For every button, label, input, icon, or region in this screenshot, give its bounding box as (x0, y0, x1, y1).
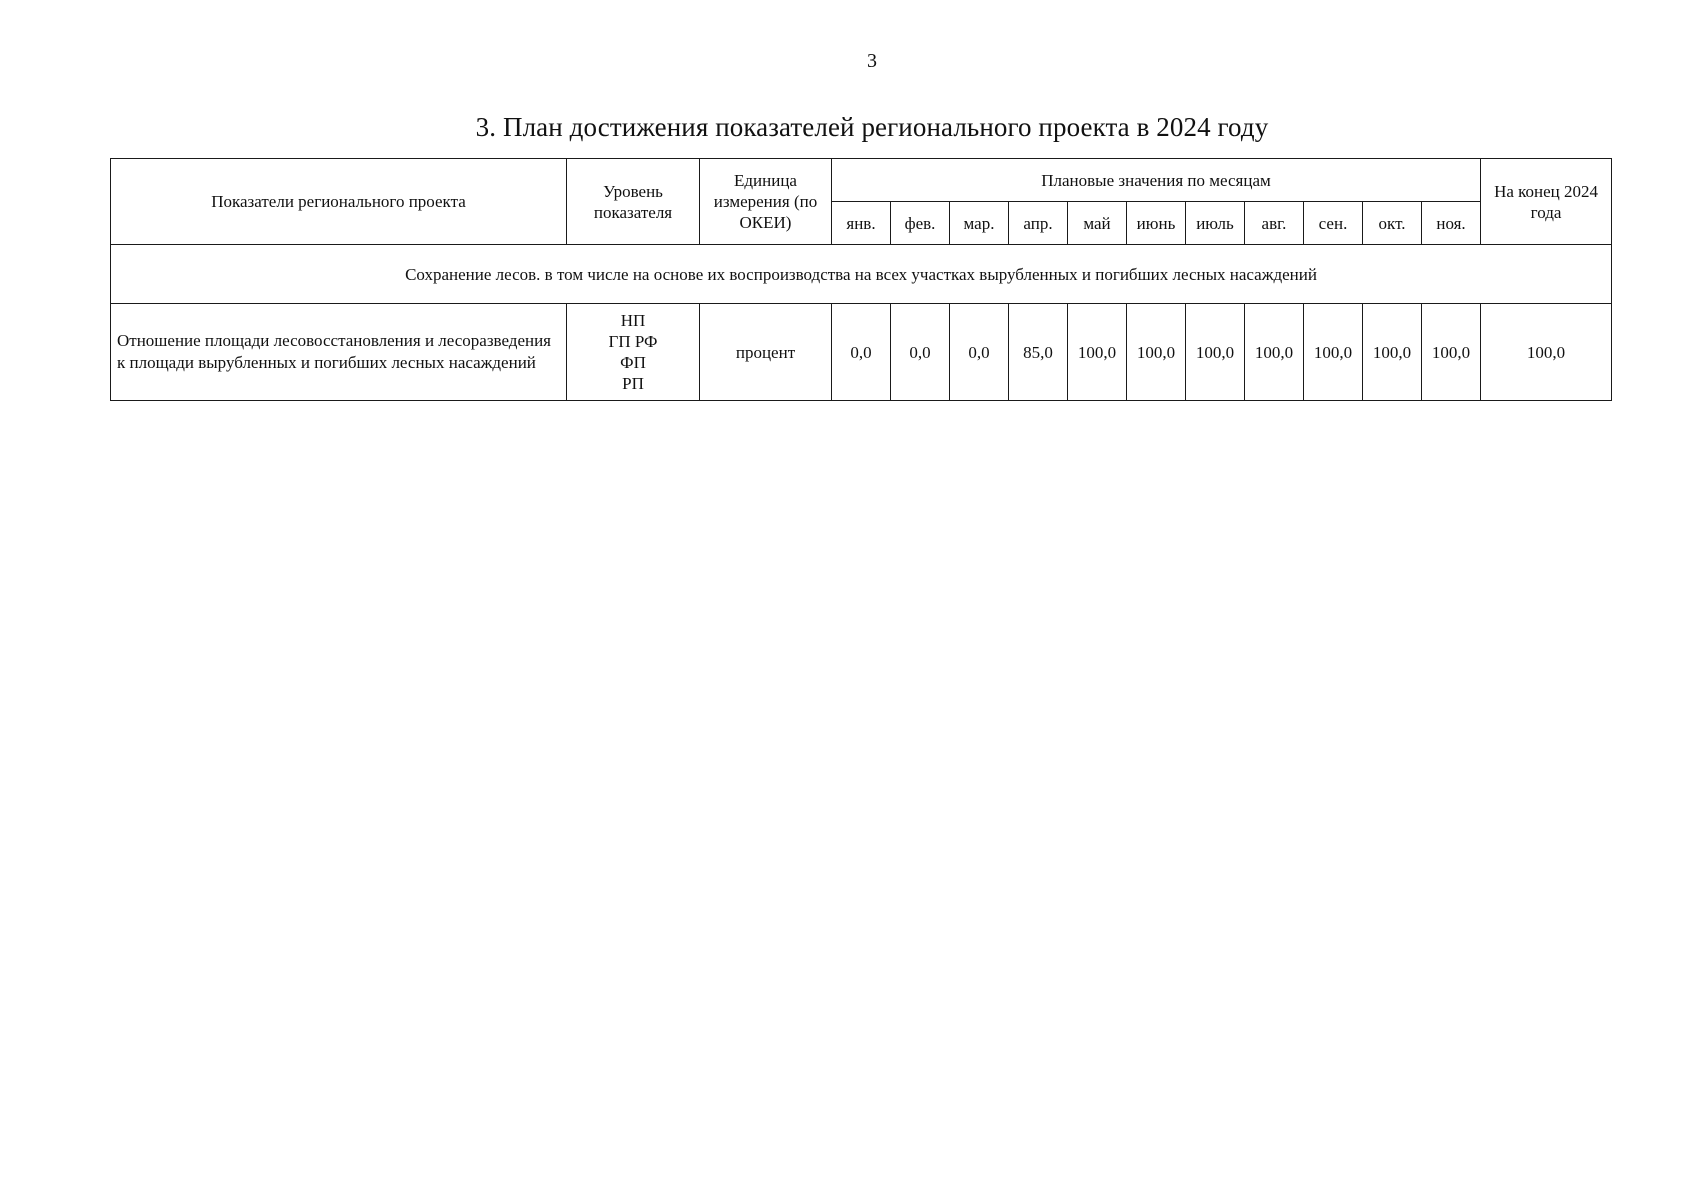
value-apr: 85,0 (1009, 304, 1068, 401)
value-jul: 100,0 (1186, 304, 1245, 401)
value-sep: 100,0 (1304, 304, 1363, 401)
value-year-end: 100,0 (1481, 304, 1612, 401)
plan-table-container (110, 158, 1610, 401)
level-gp-rf: ГП РФ (608, 332, 658, 351)
value-may: 100,0 (1068, 304, 1127, 401)
header-month-jun: июнь (1127, 202, 1186, 245)
indicator-unit: процент (700, 304, 832, 401)
page-number: 3 (867, 50, 877, 72)
value-feb: 0,0 (891, 304, 950, 401)
level-rp: РП (622, 374, 644, 393)
header-month-sep: сен. (1304, 202, 1363, 245)
value-mar: 0,0 (950, 304, 1009, 401)
header-year-end: На конец 2024 года (1481, 159, 1612, 245)
header-unit: Единица измерения (по ОКЕИ) (700, 159, 832, 245)
header-month-jan: янв. (832, 202, 891, 245)
header-month-jul: июль (1186, 202, 1245, 245)
table-row (111, 304, 1612, 401)
header-month-mar: мар. (950, 202, 1009, 245)
header-month-apr: апр. (1009, 202, 1068, 245)
section-row (111, 245, 1612, 304)
value-jan: 0,0 (832, 304, 891, 401)
header-month-aug: авг. (1245, 202, 1304, 245)
indicator-levels (567, 304, 700, 401)
value-aug: 100,0 (1245, 304, 1304, 401)
header-level: Уровень показателя (567, 159, 700, 245)
header-plan-months: Плановые значения по месяцам (832, 159, 1481, 202)
header-month-feb: фев. (891, 202, 950, 245)
plan-table (110, 158, 1612, 401)
value-nov: 100,0 (1422, 304, 1481, 401)
level-np: НП (620, 311, 646, 330)
level-fp: ФП (620, 353, 646, 372)
value-jun: 100,0 (1127, 304, 1186, 401)
document-title: 3. План достижения показателей регионального проекта в 2024 году (475, 112, 1269, 142)
header-month-oct: окт. (1363, 202, 1422, 245)
header-month-may: май (1068, 202, 1127, 245)
header-month-nov: ноя. (1422, 202, 1481, 245)
section-title: Сохранение лесов. в том числе на основе их воспроизводства на всех участках вырубленных и погибших лесных насаждений (111, 245, 1612, 304)
header-indicator: Показатели регионального проекта (111, 159, 567, 245)
value-oct: 100,0 (1363, 304, 1422, 401)
indicator-name: Отношение площади лесовосстановления и лесоразведения к площади вырубленных и погибших лесных насаждений (111, 304, 567, 401)
